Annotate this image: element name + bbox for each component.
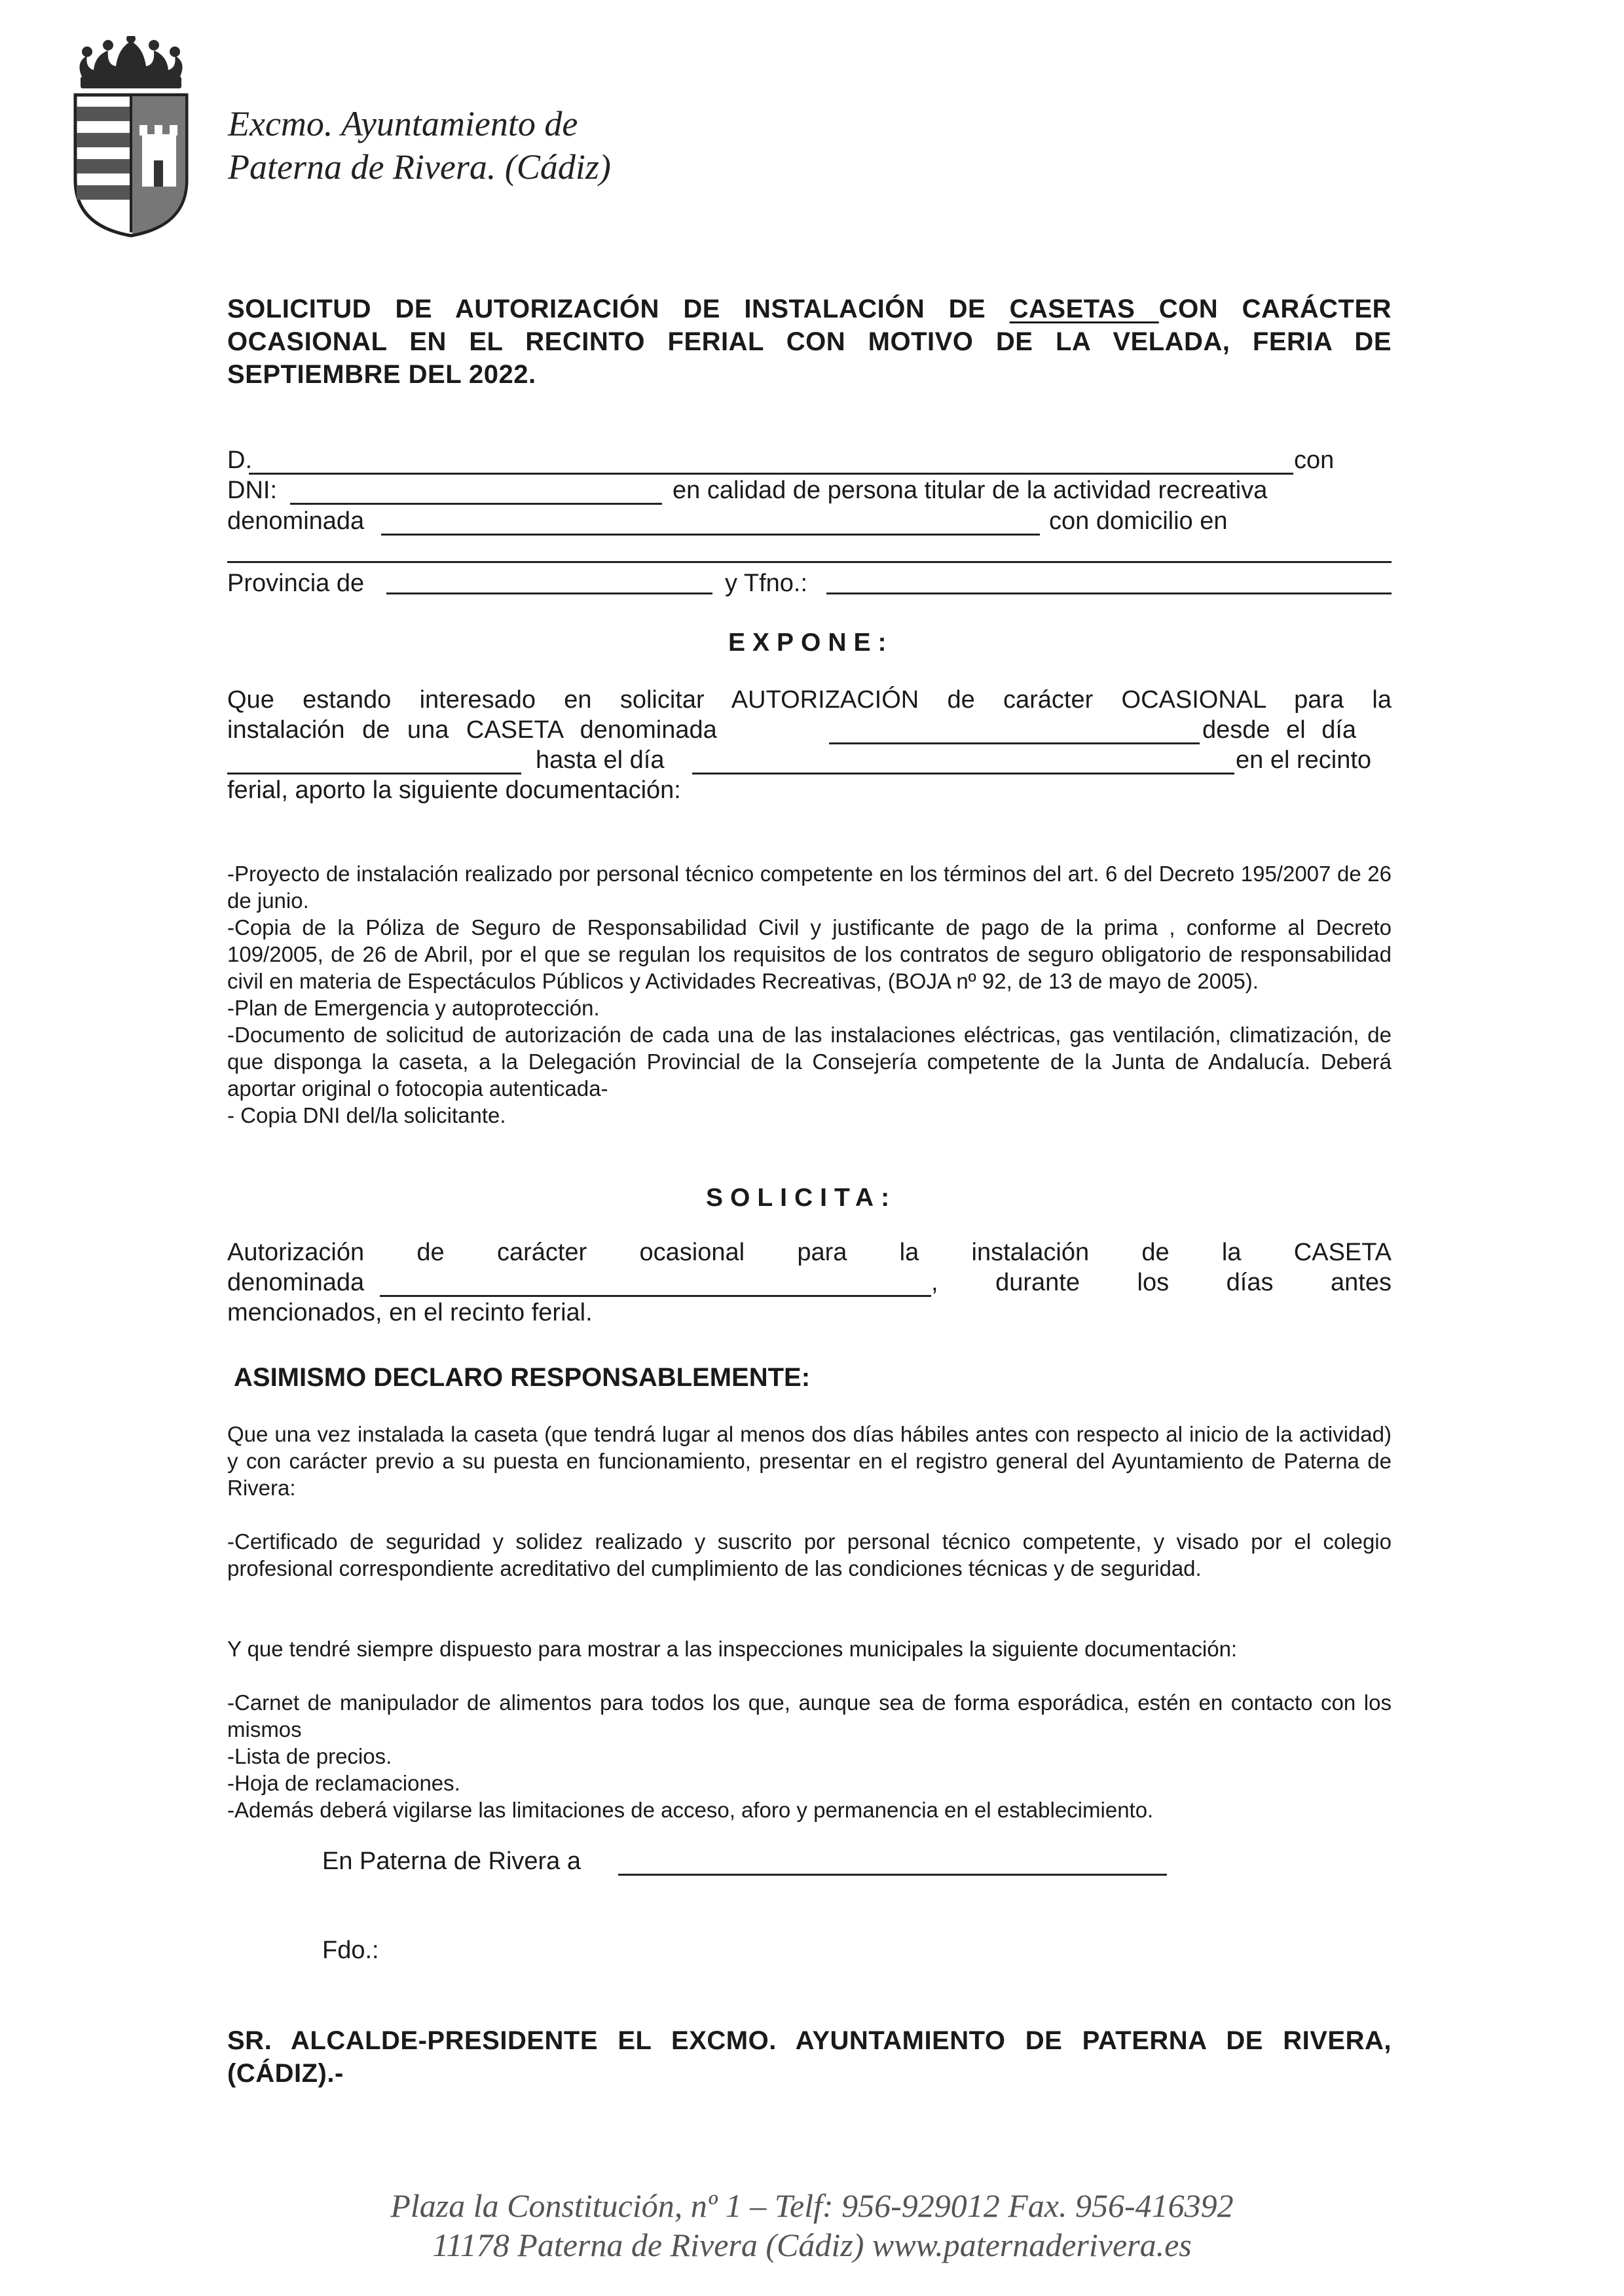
inspection-list — [227, 1689, 1392, 1823]
hasta-field-line[interactable] — [692, 773, 1234, 774]
calidad-text: en calidad de persona titular de la actividad recreativa — [673, 477, 1268, 504]
inspection-item: -Carnet de manipulador de alimentos para todos los que, aunque sea de forma esporádica, estén en contacto con los mismos — [227, 1690, 1392, 1741]
expone-line4: ferial, aporto la siguiente documentación: — [227, 776, 681, 804]
doc-item: - Copia DNI del/la solicitante. — [227, 1103, 506, 1127]
denominada-field-line[interactable] — [381, 534, 1040, 536]
solicita-heading: SOLICITA: — [706, 1184, 897, 1212]
domicilio-text: con domicilio en — [1049, 507, 1228, 535]
provincia-label: Provincia de — [227, 570, 365, 597]
org-name-line2: Paterna de Rivera. (Cádiz) — [228, 147, 611, 187]
solicita-line2a: denominada — [227, 1269, 365, 1296]
con-label: con — [1294, 446, 1335, 474]
doc-item: -Proyecto de instalación realizado por personal técnico competente en los términos del art. 6 del Decreto 195/2007 de 26 de junio. — [227, 862, 1392, 913]
place-label: En Paterna de Rivera a — [322, 1848, 581, 1875]
doc-item: -Plan de Emergencia y autoprotección. — [227, 996, 600, 1020]
declaro-heading: ASIMISMO DECLARO RESPONSABLEMENTE: — [234, 1363, 811, 1392]
d-label: D. — [227, 446, 252, 474]
inspection-item: -Hoja de reclamaciones. — [227, 1771, 460, 1795]
address-field-line[interactable] — [227, 561, 1392, 563]
document-title — [227, 293, 1392, 391]
name-field-line[interactable] — [249, 473, 1293, 475]
doc-item: -Documento de solicitud de autorización de cada una de las instalaciones eléctricas, gas ventilación, climatización, de que disponga la caseta, a la Delegación Provincial de la Consejería competente de la Junta de Andalucía. Deberá aportar original o fotocopia autenticada- — [227, 1023, 1392, 1101]
inspection-item: -Además deberá vigilarse las limitaciones de acceso, aforo y permanencia en el establecimiento. — [227, 1798, 1154, 1822]
expone-line2b: desde el día — [1202, 716, 1357, 744]
expone-line3b: en el recinto — [1236, 746, 1372, 774]
title-underlined: CASETAS — [1009, 295, 1159, 323]
doc-item: -Copia de la Póliza de Seguro de Responsabilidad Civil y justificante de pago de la prima , conforme al Decreto 109/2005, de 26 de Abril, por el que se regulan los requisitos de los contratos de seguro obligatorio de responsabilidad civil en materia de Espectáculos Públicos y Actividades Recreativas, (BOJA nº 92, de 13 de mayo de 2005). — [227, 915, 1392, 993]
addressee: SR. ALCALDE-PRESIDENTE EL EXCMO. AYUNTAMIENTO DE PATERNA DE RIVERA, (CÁDIZ).- — [227, 2026, 1392, 2088]
denominada-label: denominada — [227, 507, 365, 535]
declaro-paragraph-2: -Certificado de seguridad y solidez realizado y suscrito por personal técnico competente, y visado por el colegio profesional correspondiente acreditativo del cumplimiento de las condiciones técnicas y de seguridad. — [227, 1529, 1392, 1580]
coat-of-arms-logo — [69, 36, 193, 239]
title-part1: SOLICITUD DE AUTORIZACIÓN DE INSTALACIÓN DE — [227, 295, 1010, 323]
solicita-line1: Autorización de carácter ocasional para la instalación de la CASETA — [227, 1239, 1392, 1266]
title-part2: CON CARÁCTER OCASIONAL EN EL RECINTO FERIAL CON MOTIVO DE LA VELADA, FERIA DE SEPTIEMBRE DEL 2022. — [227, 295, 1392, 389]
solicita-line2b: , durante los días antes — [931, 1269, 1392, 1296]
inspection-item: -Lista de precios. — [227, 1744, 392, 1768]
footer-address-line: Plaza la Constitución, nº 1 – Telf: 956-929012 Fax. 956-416392 — [390, 2187, 1234, 2224]
expone-line3a: hasta el día — [536, 746, 665, 774]
date-field-line[interactable] — [618, 1874, 1167, 1876]
declaro-paragraph-1: Que una vez instalada la caseta (que tendrá lugar al menos dos días hábiles antes con respecto al inicio de la actividad) y con carácter previo a su puesta en funcionamiento, presentar en el registro general del Ayuntamiento de Paterna de Rivera: — [227, 1422, 1392, 1500]
tfno-field-line[interactable] — [826, 592, 1392, 594]
desde-field-line[interactable] — [227, 773, 521, 774]
declaro-paragraph-3: Y que tendré siempre dispuesto para mostrar a las inspecciones municipales la siguiente documentación: — [227, 1637, 1238, 1661]
expone-heading: EXPONE: — [728, 629, 894, 657]
expone-line2a: instalación de una CASETA denominada — [227, 716, 717, 744]
caseta-name-field-line[interactable] — [829, 742, 1200, 744]
solicita-denominada-field-line[interactable] — [380, 1295, 931, 1297]
tfno-label: y Tfno.: — [725, 570, 808, 597]
expone-line1: Que estando interesado en solicitar AUTORIZACIÓN de carácter OCASIONAL para la — [227, 686, 1392, 714]
documentation-list — [227, 860, 1392, 1129]
solicita-line3: mencionados, en el recinto ferial. — [227, 1299, 593, 1326]
footer-web-line: 11178 Paterna de Rivera (Cádiz) www.paternaderivera.es — [432, 2227, 1192, 2263]
provincia-field-line[interactable] — [386, 592, 712, 594]
dni-field-line[interactable] — [290, 503, 662, 505]
fdo-label: Fdo.: — [322, 1937, 379, 1964]
org-name-line1: Excmo. Ayuntamiento de — [228, 104, 578, 143]
dni-label: DNI: — [227, 477, 277, 504]
